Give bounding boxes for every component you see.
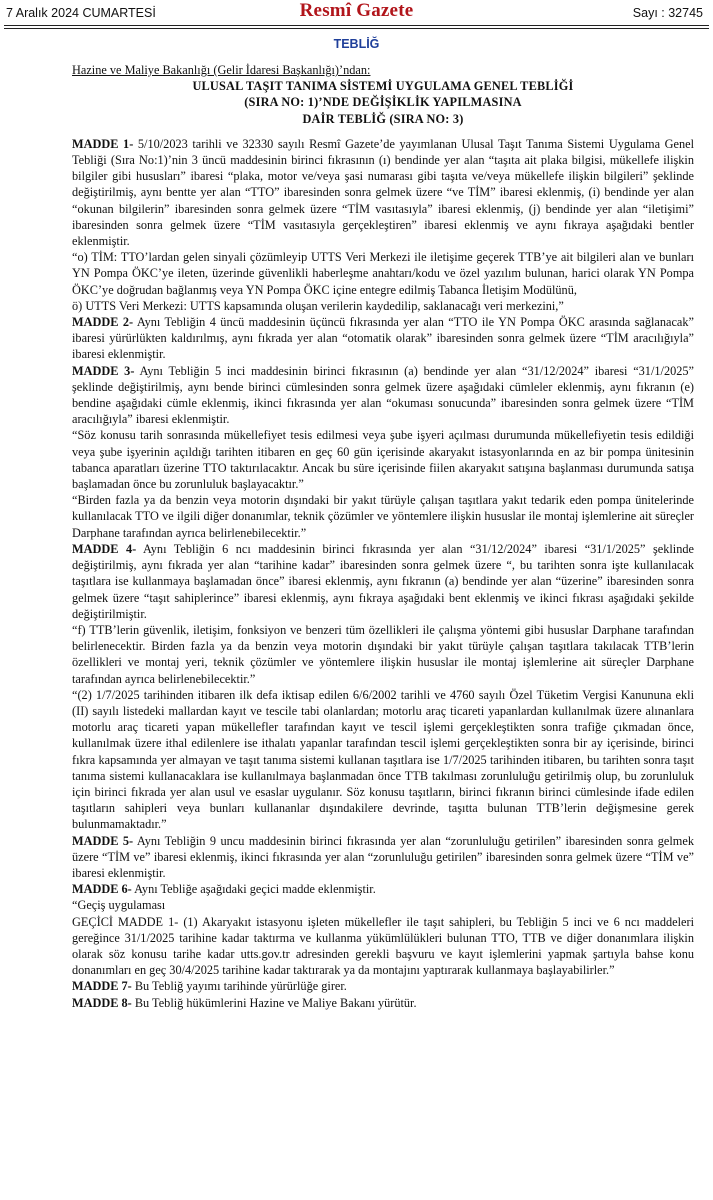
article-number: MADDE 2- xyxy=(72,315,134,330)
paragraph-text: “(2) 1/7/2025 tarihinden itibaren ilk defa iktisap edilen 6/6/2002 tarihli ve 4760 sayılı Özel Tüketim Vergisi Kanununa ekli (II) sayılı listedeki mallardan kayıt ve tescile tabi olanlardan; motorlu araç ticareti yapanlardan kullanılmak üzere alınanlara motorlu araç ticareti yapan mükellefler tarafından kayıt ve tescil işlemi gerçekleştikten sonra trafiğe çıkmadan önce, kullanılmak üzere ithal edilenlere ise ithalatı yapanlar tarafından tescil işlemi gerçekleştikten sonra bir ay içerisinde, birinci fıkra kapsamında yer almayan ve taşıt tanıma sistemi kullanan taşıtlara ise 1/7/2025 tarihinden itibaren, bu tarihten sonra taşıt tanıma sistemi kullanacaklara ise kullanılmaya başlanmadan önce TTB takılması zorunluluğu getirilmiş olup, bu zorunluluk için birinci fıkrada yer alan usul ve esaslar uygulanır. Söz konusu taşıtların, birinci fıkranın birinci cümlesinde ifade edilen taşıtların sahipleri veya bunları kullananlar dışındakilere devrinde, taşıtta bulunan TTB’lerin değişmesine gerek bulunmamaktadır.” xyxy=(72,687,694,832)
paragraph-text: Aynı Tebliğin 9 uncu maddesinin birinci fıkrasında yer alan “zorunluluğu getirilen” ibaresinden sonra gelmek üzere “TİM ve” ibaresi eklenmiş, ikinci fıkrasında yer alan “zorunluluğu getirilen” ibaresinden sonra gelmek üzere “TİM ve” ibaresi eklenmiştir. xyxy=(72,833,694,880)
masthead xyxy=(0,0,713,28)
document-title-line-3: DAİR TEBLİĞ (SIRA NO: 3) xyxy=(302,111,464,126)
article-number: MADDE 3- xyxy=(72,363,135,378)
issue-number: Sayı : 32745 xyxy=(632,6,703,20)
issuing-institution: Hazine ve Maliye Bakanlığı (Gelir İdaresi Başkanlığı)’ndan: xyxy=(72,63,371,77)
article-number: MADDE 8- xyxy=(72,995,132,1010)
article-number: MADDE 7- xyxy=(72,979,132,994)
paragraph xyxy=(72,427,694,492)
paragraph-text: “Geçiş uygulaması xyxy=(72,898,166,913)
paragraph-text: ö) UTTS Veri Merkezi: UTTS kapsamında oluşan verilerin kaydedilip, saklanacağı veri merkezini,” xyxy=(72,298,564,313)
document-title-line-2: (SIRA NO: 1)’NDE DEĞİŞİKLİK YAPILMASINA xyxy=(244,95,522,110)
article-number: MADDE 6- xyxy=(72,882,132,897)
newspaper-title: Resmî Gazete xyxy=(299,0,414,21)
paragraph xyxy=(72,978,694,994)
paragraph-text: “o) TİM: TTO’lardan gelen sinyali çözümleyip UTTS Veri Merkezi ile iletişime geçerek TTB’ye ait bilgileri alan ve bunları YN Pompa ÖKC’ye ileten, üzerinde güvenlikli haberleşme anahtarı/kodu ve özel yazılım bulunan, harici olarak YN Pompa ÖKC’ye doğrudan bağlanmış veya YN Pompa ÖKC içine entegre edilmiş Tabanca İletişim Modülünü, xyxy=(72,250,694,297)
paragraph-text: Aynı Tebliğe aşağıdaki geçici madde eklenmiştir. xyxy=(131,882,376,897)
paragraph xyxy=(72,897,694,913)
paragraph xyxy=(72,363,694,428)
paragraph-text: Bu Tebliğ hükümlerini Hazine ve Maliye Bakanı yürütür. xyxy=(131,995,417,1010)
paragraph-text: “Birden fazla ya da benzin veya motorin dışındaki bir yakıt türüyle çalışan taşıtlara yakıt tedarik eden pompa ünitelerinde kullanılacak TTO ve ilgili diğer donanımlar, teknik çözümler ve yöntemlere ilişkin hususlar ile montaj işlemlerine ait süreçler Darphane tarafından ayrıca belirlenebilecektir.” xyxy=(72,493,694,540)
document-title-line-1: ULUSAL TAŞIT TANIMA SİSTEMİ UYGULAMA GENEL TEBLİĞİ xyxy=(192,79,574,94)
article-list xyxy=(72,136,694,1011)
paragraph-text: “f) TTB’lerin güvenlik, iletişim, fonksiyon ve benzeri tüm özellikleri ile çalışma yöntemi gibi hususlar Darphane tarafından belirlenecektir. Birden fazla ya da benzin veya motorin dışındaki bir yakıt türüyle çalışan taşıtlara takılacak TTB’lerin özellikleri ve montaj yeri, teknik çözümler ve yöntemlere ilişkin hususlar ile montaj işlemlerine ait süreçler Darphane tarafından ayrıca belirlenebilecektir.” xyxy=(72,622,694,686)
paragraph xyxy=(72,622,694,687)
masthead-divider xyxy=(4,25,709,26)
paragraph xyxy=(72,314,694,363)
paragraph xyxy=(72,914,694,979)
paragraph-text: Bu Tebliğ yayımı tarihinde yürürlüğe girer. xyxy=(131,979,347,994)
document-body xyxy=(72,62,694,1011)
section-heading: TEBLİĞ xyxy=(333,37,380,51)
paragraph xyxy=(72,492,694,541)
article-number: MADDE 4- xyxy=(72,541,137,556)
paragraph xyxy=(72,833,694,882)
masthead-divider-thin xyxy=(4,28,709,29)
paragraph xyxy=(72,136,694,249)
paragraph xyxy=(72,298,694,314)
paragraph-text: GEÇİCİ MADDE 1- (1) Akaryakıt istasyonu işleten mükellefler ile taşıt sahipleri, bu Tebliğin 5 inci ve 6 ncı maddeleri gereğince 31/1/2025 tarihine kadar taktırma ve kullanma yükümlülükleri bulunan TTO, TTB ve diğer donanımlara ilişkin olarak söz konusu tarihe kadar utts.gov.tr adresinden gerekli başvuru ve kayıt işlemlerini yapmak şartıyla bahse konu donanımları en geç 30/4/2025 tarihine kadar taktırarak ya da montajını yaptırarak kullanmaya başlayabilirler.” xyxy=(72,914,694,978)
paragraph-text: Aynı Tebliğin 6 ncı maddesinin birinci fıkrasında yer alan “31/12/2024” ibaresi “31/1/2025” şeklinde değiştirilmiş, aynı fıkrada yer alan “tarihine kadar” ibaresinden sonra gelmek üzere “, bu tarihten sonra işte kullanılacak taşıtlara ise kullanmaya başlamadan önce” ibaresi eklenmiş, aynı fıkranın (a) bendinde yer alan “üzerine” ibaresinden sonra gelmek üzere “taşıt sahiplerince” ibaresi eklenmiş, aynı fıkraya aşağıdaki bent eklenmiş ve ikinci fıkrası aşağıdaki şekilde değiştirilmiştir. xyxy=(72,541,694,621)
paragraph xyxy=(72,881,694,897)
paragraph xyxy=(72,687,694,833)
paragraph-text: Aynı Tebliğin 5 inci maddesinin birinci fıkrasının (a) bendinde yer alan “31/12/2024” ibaresi “31/1/2025” şeklinde değiştirilmiş, aynı bende birinci cümlesinden sonra gelmek üzere aşağıdaki cümleler eklenmiş, aynı fıkranın (e) bendine aşağıdaki cümle eklenmiş, ikinci fıkrasında yer alan “okuması sonucunda” ibaresinden sonra gelmek üzere “TİM aracılığıyla” ibaresi eklenmiştir. xyxy=(72,363,694,427)
paragraph-text: “Söz konusu tarih sonrasında mükellefiyet tesis edilmesi veya şube işyeri açılması durumunda mükellefiyetin tesis edildiği veya şube işyerinin açıldığı tarihten itibaren en geç 60 gün içerisinde akaryakıt istasyonlarında en az bir pompa ünitesinin tabanca aparatları üzerine TTO taktırılacaktır. Ancak bu süre içerisinde fiilen akaryakıt satışına başlanması durumunda satışa başlamadan önce bu zorunluluk başlayacaktır.” xyxy=(72,428,694,492)
paragraph xyxy=(72,541,694,622)
article-number: MADDE 1- xyxy=(72,136,134,151)
paragraph xyxy=(72,249,694,298)
issue-date: 7 Aralık 2024 CUMARTESİ xyxy=(6,6,156,20)
paragraph xyxy=(72,995,694,1011)
article-number: MADDE 5- xyxy=(72,833,134,848)
paragraph-text: Aynı Tebliğin 4 üncü maddesinin üçüncü fıkrasında yer alan “TTO ile YN Pompa ÖKC arasında sağlanacak” ibaresi yürürlükten kaldırılmış, aynı fıkrada yer alan “otomatik olarak” ibaresinden sonra gelmek üzere “TİM aracılığıyla” ibaresi eklenmiştir. xyxy=(72,315,694,362)
paragraph-text: 5/10/2023 tarihli ve 32330 sayılı Resmî Gazete’de yayımlanan Ulusal Taşıt Tanıma Sistemi Uygulama Genel Tebliği (Sıra No:1)’nin 3 üncü maddesinin birinci fıkrasının (ı) bendinde yer alan “taşıta ait plaka bilgisi, mükellefe ilişkin bilgiler gibi hususları” ibaresi “plaka, motor ve/veya şasi numarası gibi taşıta ve/veya mükellefe ilişkin bilgileri” şeklinde değiştirilmiş, aynı bentte yer alan “TTO” ibaresinden sonra gelmek üzere “ve TİM” ibaresi eklenmiş, (i) bendinde yer alan “okunan bilgilerin” ibaresinden sonra gelmek üzere “TİM vasıtasıyla” ibaresi eklenmiş, (j) bendinde yer alan “iletişimi” ibaresinden sonra gelmek üzere “TİM vasıtasıyla gerçekleştiren” ibaresi eklenmiş ve aynı fıkraya aşağıdaki bentler eklenmiştir. xyxy=(72,136,694,249)
